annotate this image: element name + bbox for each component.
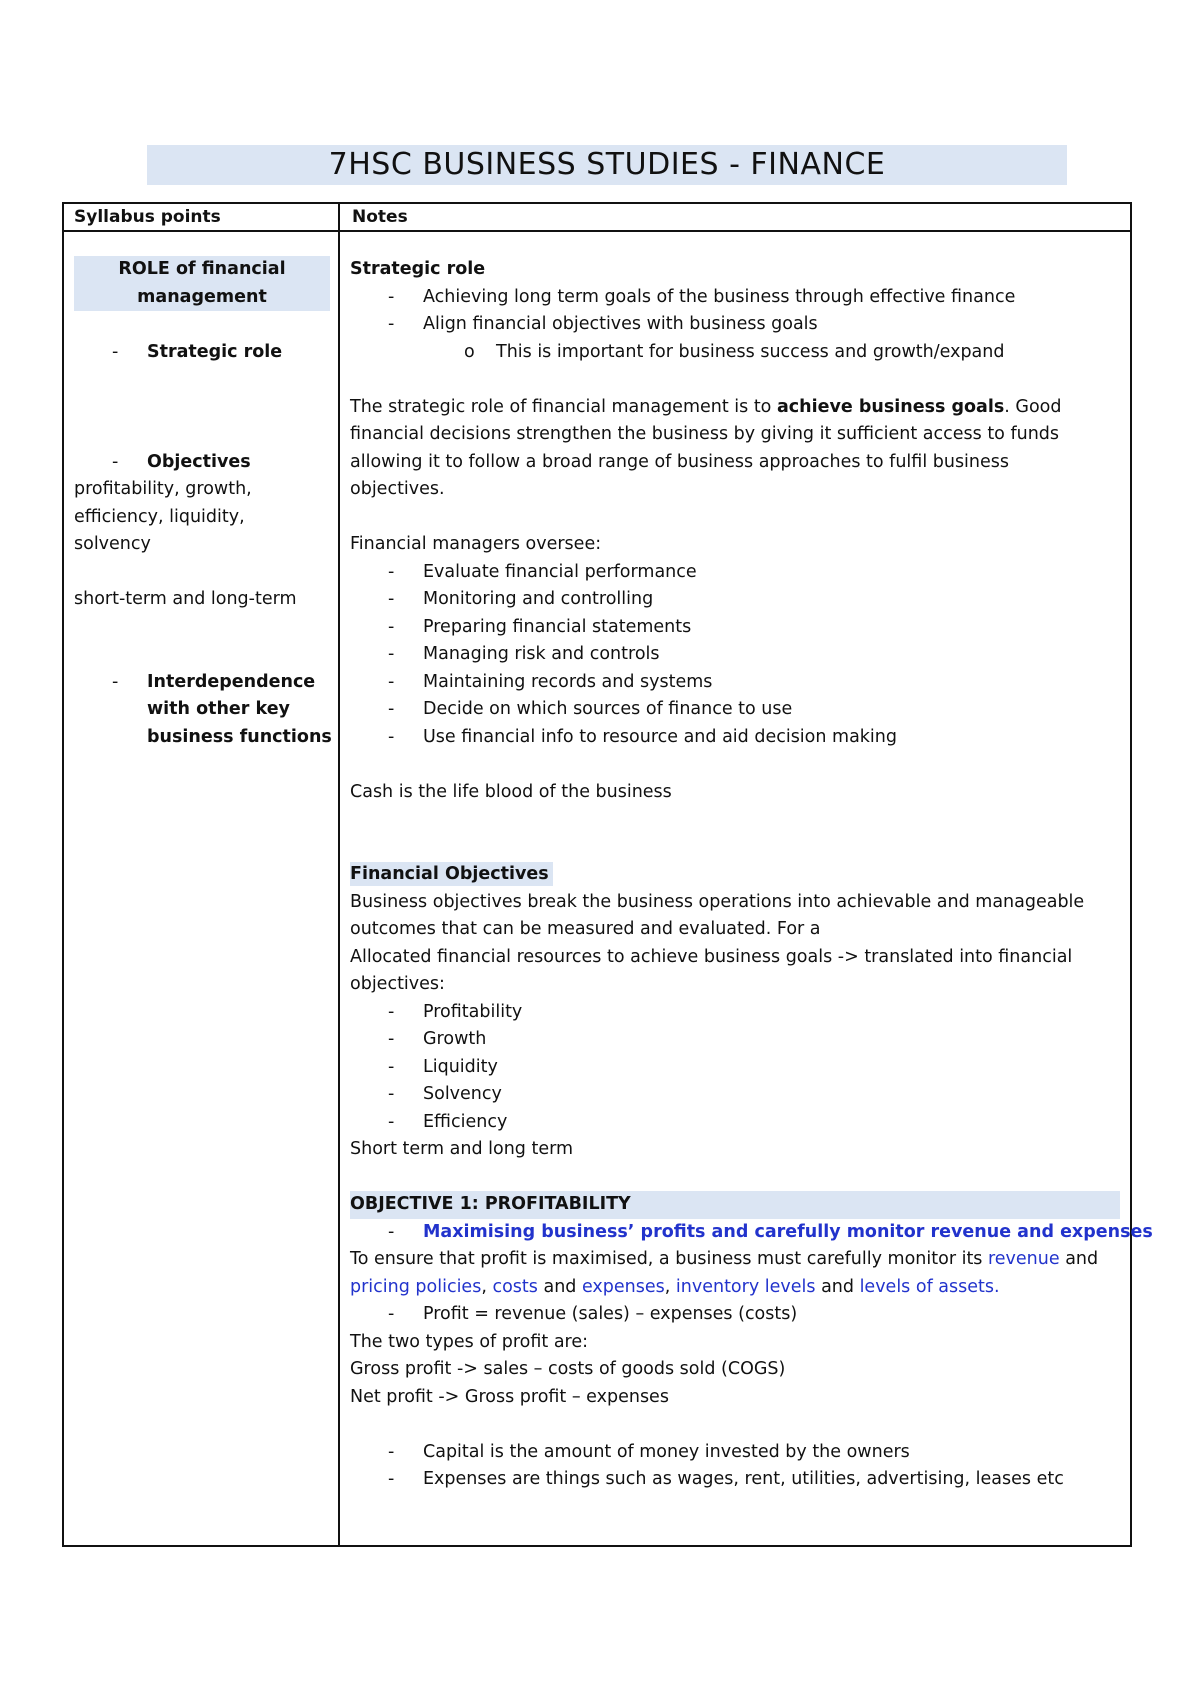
list-item (350, 724, 1124, 752)
paragraph-text: and (1059, 1249, 1099, 1269)
list-item (350, 1026, 1124, 1054)
list-item-text: Achieving long term goals of the business through effective finance (423, 286, 1016, 307)
dash-marker: - (112, 451, 119, 472)
syllabus-item-label: Objectives (147, 451, 251, 472)
syllabus-item-label: Interdependence (147, 671, 316, 692)
dash-marker: - (388, 726, 395, 747)
list-item-text: Profit = revenue (sales) – expenses (costs) (423, 1304, 798, 1324)
page-title: 7HSC BUSINESS STUDIES - FINANCE (147, 145, 1067, 185)
syllabus-objectives-detail: solvency (74, 534, 151, 554)
dash-marker: - (388, 1056, 395, 1077)
list-item (350, 586, 1124, 614)
syllabus-heading (74, 256, 330, 311)
list-item (350, 1109, 1124, 1137)
list-item-text: Capital is the amount of money invested by the owners (423, 1441, 910, 1462)
keyword: expenses (581, 1276, 665, 1297)
dash-marker: - (388, 1111, 395, 1132)
syllabus-item-objectives (74, 449, 330, 477)
header-notes: Notes (352, 207, 408, 227)
section-heading-objective-1 (350, 1191, 1124, 1219)
list-item (350, 1054, 1124, 1082)
syllabus-objectives-term: short-term and long-term (74, 589, 297, 609)
bullet-marker: o (464, 341, 475, 362)
dash-marker: - (388, 616, 395, 637)
paragraph-line (350, 394, 1124, 422)
cash-note: Cash is the life blood of the business (350, 781, 672, 802)
dash-marker: - (388, 561, 395, 582)
list-item-text: Growth (423, 1029, 487, 1049)
dash-marker: - (112, 671, 119, 692)
paragraph-line: outcomes that can be measured and evaluated. For a (350, 919, 821, 939)
list-item (350, 559, 1124, 587)
term-note: Short term and long term (350, 1139, 574, 1159)
list-item-text: Expenses are things such as wages, rent, utilities, advertising, leases etc (423, 1469, 1064, 1489)
keyword: revenue (987, 1249, 1060, 1269)
list-item-text: Align financial objectives with business goals (423, 314, 818, 334)
dash-marker: - (388, 1084, 395, 1104)
keyword: inventory levels (675, 1276, 816, 1297)
paragraph-line (350, 1246, 1124, 1274)
dash-marker: - (388, 1304, 395, 1324)
dash-marker: - (388, 1441, 395, 1462)
syllabus-heading-line: management (137, 286, 267, 307)
header-syllabus-points: Syllabus points (74, 207, 221, 227)
syllabus-item-label: Strategic role (147, 341, 283, 362)
list-item-text: Maximising business’ profits and carefully monitor revenue and expenses (423, 1221, 1153, 1242)
paragraph-line: Allocated financial resources to achieve business goals -> translated into financial (350, 946, 1073, 967)
dash-marker: - (388, 671, 395, 692)
list-item (350, 669, 1124, 697)
list-item (350, 284, 1124, 312)
list-item-text: Preparing financial statements (423, 616, 692, 637)
paragraph-text: To ensure that profit is maximised, a business must carefully monitor its (350, 1249, 988, 1269)
section-heading-text: Financial Objectives (350, 862, 553, 886)
paragraph-line: The two types of profit are: (350, 1331, 589, 1352)
paragraph-text: , (664, 1276, 676, 1297)
table-header-row (64, 204, 1130, 232)
dash-marker: - (388, 589, 395, 609)
dash-marker: - (388, 644, 395, 664)
dash-marker: - (388, 286, 395, 307)
list-item (350, 999, 1124, 1027)
paragraph-line: objectives: (350, 974, 445, 994)
list-item-text: Use financial info to resource and aid decision making (423, 726, 897, 747)
list-item-text: Decide on which sources of finance to use (423, 699, 793, 719)
list-item-text: Profitability (423, 1001, 523, 1022)
list-item (350, 1219, 1153, 1247)
paragraph-line: Gross profit -> sales – costs of goods sold (COGS) (350, 1359, 786, 1379)
notes-table (62, 202, 1153, 1547)
keyword: levels of assets (859, 1276, 994, 1297)
paragraph-line: Net profit -> Gross profit – expenses (350, 1386, 669, 1407)
paragraph-text: . Good (1004, 396, 1062, 417)
paragraph-text: , (481, 1276, 493, 1297)
paragraph-line: financial decisions strengthen the business by giving it sufficient access to funds (350, 424, 1060, 444)
dash-marker: - (388, 1001, 395, 1022)
paragraph-line (350, 1274, 1124, 1302)
list-item (350, 1081, 1124, 1109)
paragraph-line: objectives. (350, 479, 445, 499)
list-item-text: This is important for business success and growth/expand (496, 341, 1005, 362)
syllabus-column (74, 256, 330, 751)
syllabus-objectives-detail: profitability, growth, (74, 479, 252, 499)
dash-marker: - (388, 1469, 395, 1489)
managers-intro: Financial managers oversee: (350, 534, 602, 554)
keyword: pricing policies (350, 1276, 482, 1297)
column-divider (338, 204, 340, 1545)
section-heading-text: OBJECTIVE 1: PROFITABILITY (350, 1191, 1120, 1219)
paragraph-line: allowing it to follow a broad range of business approaches to fulfil business (350, 451, 1010, 472)
syllabus-objectives-detail: efficiency, liquidity, (74, 506, 245, 527)
keyword: . (994, 1276, 1000, 1297)
list-item (350, 641, 1124, 669)
paragraph-line: Business objectives break the business operations into achievable and manageable (350, 891, 1085, 912)
list-item (350, 1301, 1124, 1329)
list-item (350, 696, 1124, 724)
list-item (350, 614, 1124, 642)
paragraph-text: The strategic role of financial management is to (350, 396, 777, 417)
section-heading-strategic-role: Strategic role (350, 259, 486, 279)
dash-marker: - (388, 1221, 395, 1242)
list-item-text: Evaluate financial performance (423, 561, 697, 582)
keyword: costs (492, 1276, 538, 1297)
paragraph-text: and (537, 1276, 582, 1297)
paragraph-text: and (815, 1276, 860, 1297)
syllabus-item-label: with other key (147, 699, 290, 719)
list-item-text: Monitoring and controlling (423, 589, 654, 609)
notes-column (350, 256, 1153, 1494)
dash-marker: - (388, 699, 395, 719)
syllabus-item-strategic-role (74, 339, 330, 367)
dash-marker: - (112, 341, 119, 362)
list-item (350, 311, 1124, 339)
syllabus-heading-line: ROLE of financial (118, 259, 286, 279)
syllabus-item-label: business functions (147, 726, 332, 747)
sub-list-item (350, 339, 1124, 367)
list-item-text: Solvency (423, 1084, 502, 1104)
list-item-text: Managing risk and controls (423, 644, 660, 664)
syllabus-item-interdependence (74, 669, 330, 697)
section-heading-financial-objectives (350, 861, 1124, 889)
list-item (350, 1466, 1124, 1494)
dash-marker: - (388, 314, 395, 334)
paragraph-emphasis: achieve business goals (776, 396, 1005, 417)
dash-marker: - (388, 1029, 395, 1049)
list-item-text: Liquidity (423, 1056, 498, 1077)
list-item (350, 1439, 1124, 1467)
list-item-text: Efficiency (423, 1111, 508, 1132)
list-item-text: Maintaining records and systems (423, 671, 713, 692)
